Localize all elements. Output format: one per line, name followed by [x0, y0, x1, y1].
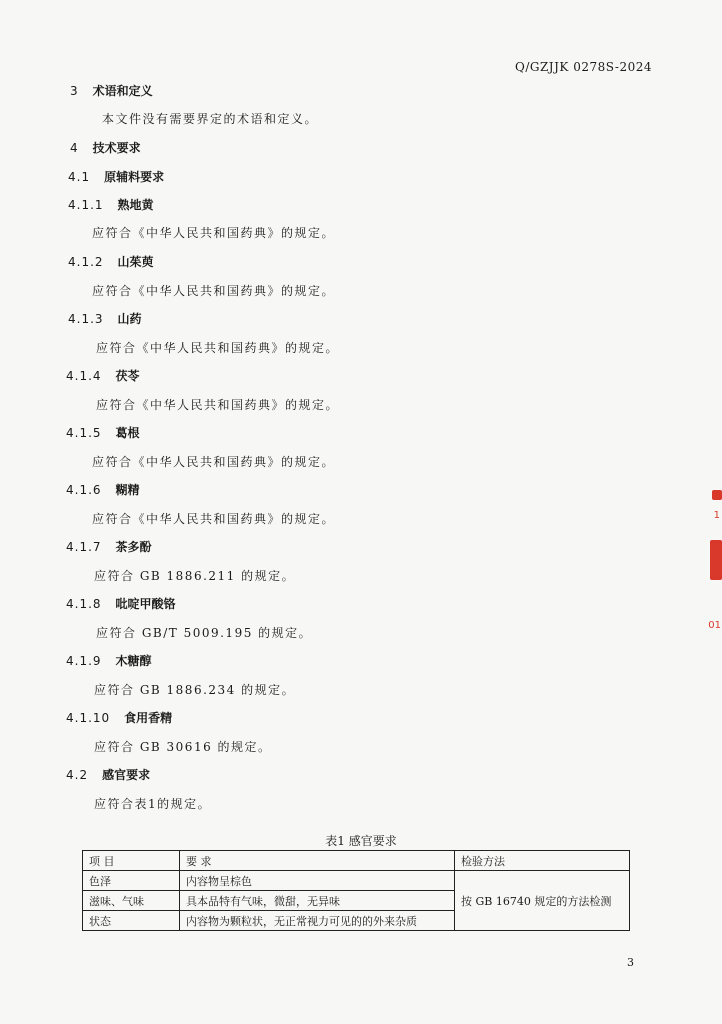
- section-body-4-1-9: 应符合 GB 1886.234 的规定。: [94, 683, 296, 697]
- table-header-method: 检验方法: [455, 851, 630, 871]
- sensory-requirements-table: [82, 850, 630, 931]
- seal-fragment-text-2: 01: [708, 620, 721, 631]
- table-header-requirement: 要 求: [180, 851, 455, 871]
- seal-fragment: [710, 540, 722, 580]
- section-heading-4-1-7: 4.1.7 茶多酚: [66, 540, 152, 554]
- section-heading-4-1-6: 4.1.6 糊精: [66, 483, 140, 497]
- section-heading-4-1-5: 4.1.5 葛根: [66, 426, 140, 440]
- section-heading-4: 4 技术要求: [70, 141, 141, 155]
- section-body-4-1-10: 应符合 GB 30616 的规定。: [94, 740, 272, 754]
- section-body-4-1-3: 应符合《中华人民共和国药典》的规定。: [96, 341, 340, 355]
- table-cell-requirement: 内容物为颗粒状，无正常视力可见的的外来杂质: [180, 911, 455, 931]
- table-cell-item: 滋味、气味: [83, 891, 180, 911]
- document-code: Q/GZJJK 0278S-2024: [515, 60, 652, 74]
- section-body-4-1-8: 应符合 GB/T 5009.195 的规定。: [96, 626, 313, 640]
- section-heading-4-1: 4.1 原辅料要求: [68, 170, 165, 184]
- section-heading-4-1-1: 4.1.1 熟地黄: [68, 198, 154, 212]
- section-heading-4-2: 4.2 感官要求: [66, 768, 151, 782]
- section-heading-4-1-4: 4.1.4 茯苓: [66, 369, 140, 383]
- table-header-row: [83, 851, 630, 871]
- table-cell-method: 按 GB 16740 规定的方法检测: [455, 871, 630, 931]
- section-heading-4-1-8: 4.1.8 吡啶甲酸铬: [66, 597, 176, 611]
- section-body-4-1-7: 应符合 GB 1886.211 的规定。: [94, 569, 296, 583]
- table-cell-requirement: 内容物呈棕色: [180, 871, 455, 891]
- section-heading-3: 3 术语和定义: [70, 84, 153, 98]
- table-cell-item: 色泽: [83, 871, 180, 891]
- table-cell-item: 状态: [83, 911, 180, 931]
- section-body-4-2: 应符合表1的规定。: [94, 797, 212, 811]
- section-heading-4-1-3: 4.1.3 山药: [68, 312, 142, 326]
- section-body-4-1-6: 应符合《中华人民共和国药典》的规定。: [92, 512, 336, 526]
- seal-fragment: [712, 490, 722, 500]
- section-body-4-1-1: 应符合《中华人民共和国药典》的规定。: [92, 226, 336, 240]
- section-body-3: 本文件没有需要界定的术语和定义。: [102, 112, 319, 126]
- section-body-4-1-2: 应符合《中华人民共和国药典》的规定。: [92, 284, 336, 298]
- section-heading-4-1-10: 4.1.10 食用香精: [66, 711, 173, 725]
- section-body-4-1-4: 应符合《中华人民共和国药典》的规定。: [96, 398, 340, 412]
- section-heading-4-1-9: 4.1.9 木糖醇: [66, 654, 152, 668]
- table-header-item: 项 目: [83, 851, 180, 871]
- table-row: [83, 871, 630, 891]
- page-number: 3: [627, 956, 634, 969]
- table-title: 表1 感官要求: [325, 834, 397, 848]
- section-heading-4-1-2: 4.1.2 山茱萸: [68, 255, 154, 269]
- section-body-4-1-5: 应符合《中华人民共和国药典》的规定。: [92, 455, 336, 469]
- table-cell-requirement: 具本品特有气味，微甜，无异味: [180, 891, 455, 911]
- seal-fragment-text-1: 1: [713, 510, 720, 521]
